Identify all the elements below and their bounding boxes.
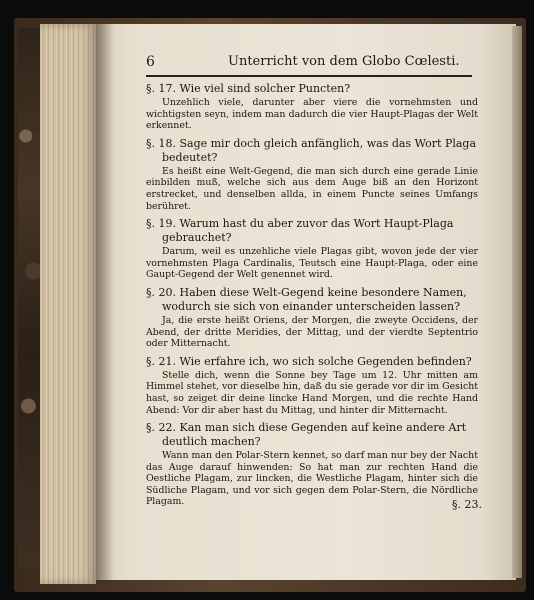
answer-18: Es heißt eine Welt-Gegend, die man sich durch eine gerade Linie einbilden muß, welche sich aus dem Auge biß an den Horizont erstrecket, und denselben allda, in einem Puncte seines Umfangs berühret. <box>146 165 478 212</box>
question-19: §. 19. Warum hast du aber zuvor das Wort Haupt-Plaga gebrauchet? <box>146 217 454 245</box>
answer-22: Wann man den Polar-Stern kennet, so darf man nur bey der Nacht das Auge darauf hinwenden: So hat man zur rechten Hand die Oestliche Plagam, zur lincken, die Westliche Plagam, hinter sich die Südliche Plagam, und vor sich gegen dem Polar-Stern, die Nördliche Plagam. <box>146 450 478 508</box>
answer-21: Stelle dich, wenn die Sonne bey Tage um 12. Uhr mitten am Himmel stehet, vor dieselbe hin, daß du sie gerade vor dir im Gesicht hast, so zeiget dir deine lincke Hand Morgen, und die rechte Hand Abend: Vor dir aber hast du Mittag, und hinter dir Mitternacht. <box>146 369 478 416</box>
question-17: §. 17. Wie viel sind solcher Puncten? <box>146 82 351 95</box>
question-22: §. 22. Kan man sich diese Gegenden auf keine andere Art deutlich machen? <box>146 421 467 449</box>
header-rule <box>146 75 472 77</box>
running-header <box>146 54 472 74</box>
catchword: §. 23. <box>452 498 482 511</box>
page-edges <box>40 24 96 584</box>
right-page-edge <box>512 26 522 578</box>
answer-20: Ja, die erste heißt Oriens, der Morgen, die zweyte Occidens, der Abend, der dritte Meridies, der Mittag, und der vierdte Septentrio oder Mitternacht. <box>146 314 478 350</box>
question-21: §. 21. Wie erfahre ich, wo sich solche Gegenden befinden? <box>146 354 472 368</box>
page-number: 6 <box>146 54 155 70</box>
answer-17: Unzehlich viele, darunter aber viere die vornehmsten und wichtigsten seyn, indem man dadurch die vier Haupt-Plagas der Welt erkennet. <box>146 97 478 132</box>
question-18: §. 18. Sage mir doch gleich anfänglich, was das Wort Plaga bedeutet? <box>146 136 477 164</box>
gutter-shadow <box>96 24 114 584</box>
answer-19: Darum, weil es unzehliche viele Plagas gibt, wovon jede der vier vornehmsten Plaga Cardinalis, Teutsch eine Haupt-Plaga, oder eine Gaupt-Gegend der Welt genennet wird. <box>146 246 478 281</box>
running-title: Unterricht von dem Globo Cœlesti. <box>228 54 460 69</box>
page-body <box>146 82 478 513</box>
question-20: §. 20. Haben diese Welt-Gegend keine besondere Namen, wodurch sie sich von einander unterscheiden lassen? <box>146 285 467 313</box>
